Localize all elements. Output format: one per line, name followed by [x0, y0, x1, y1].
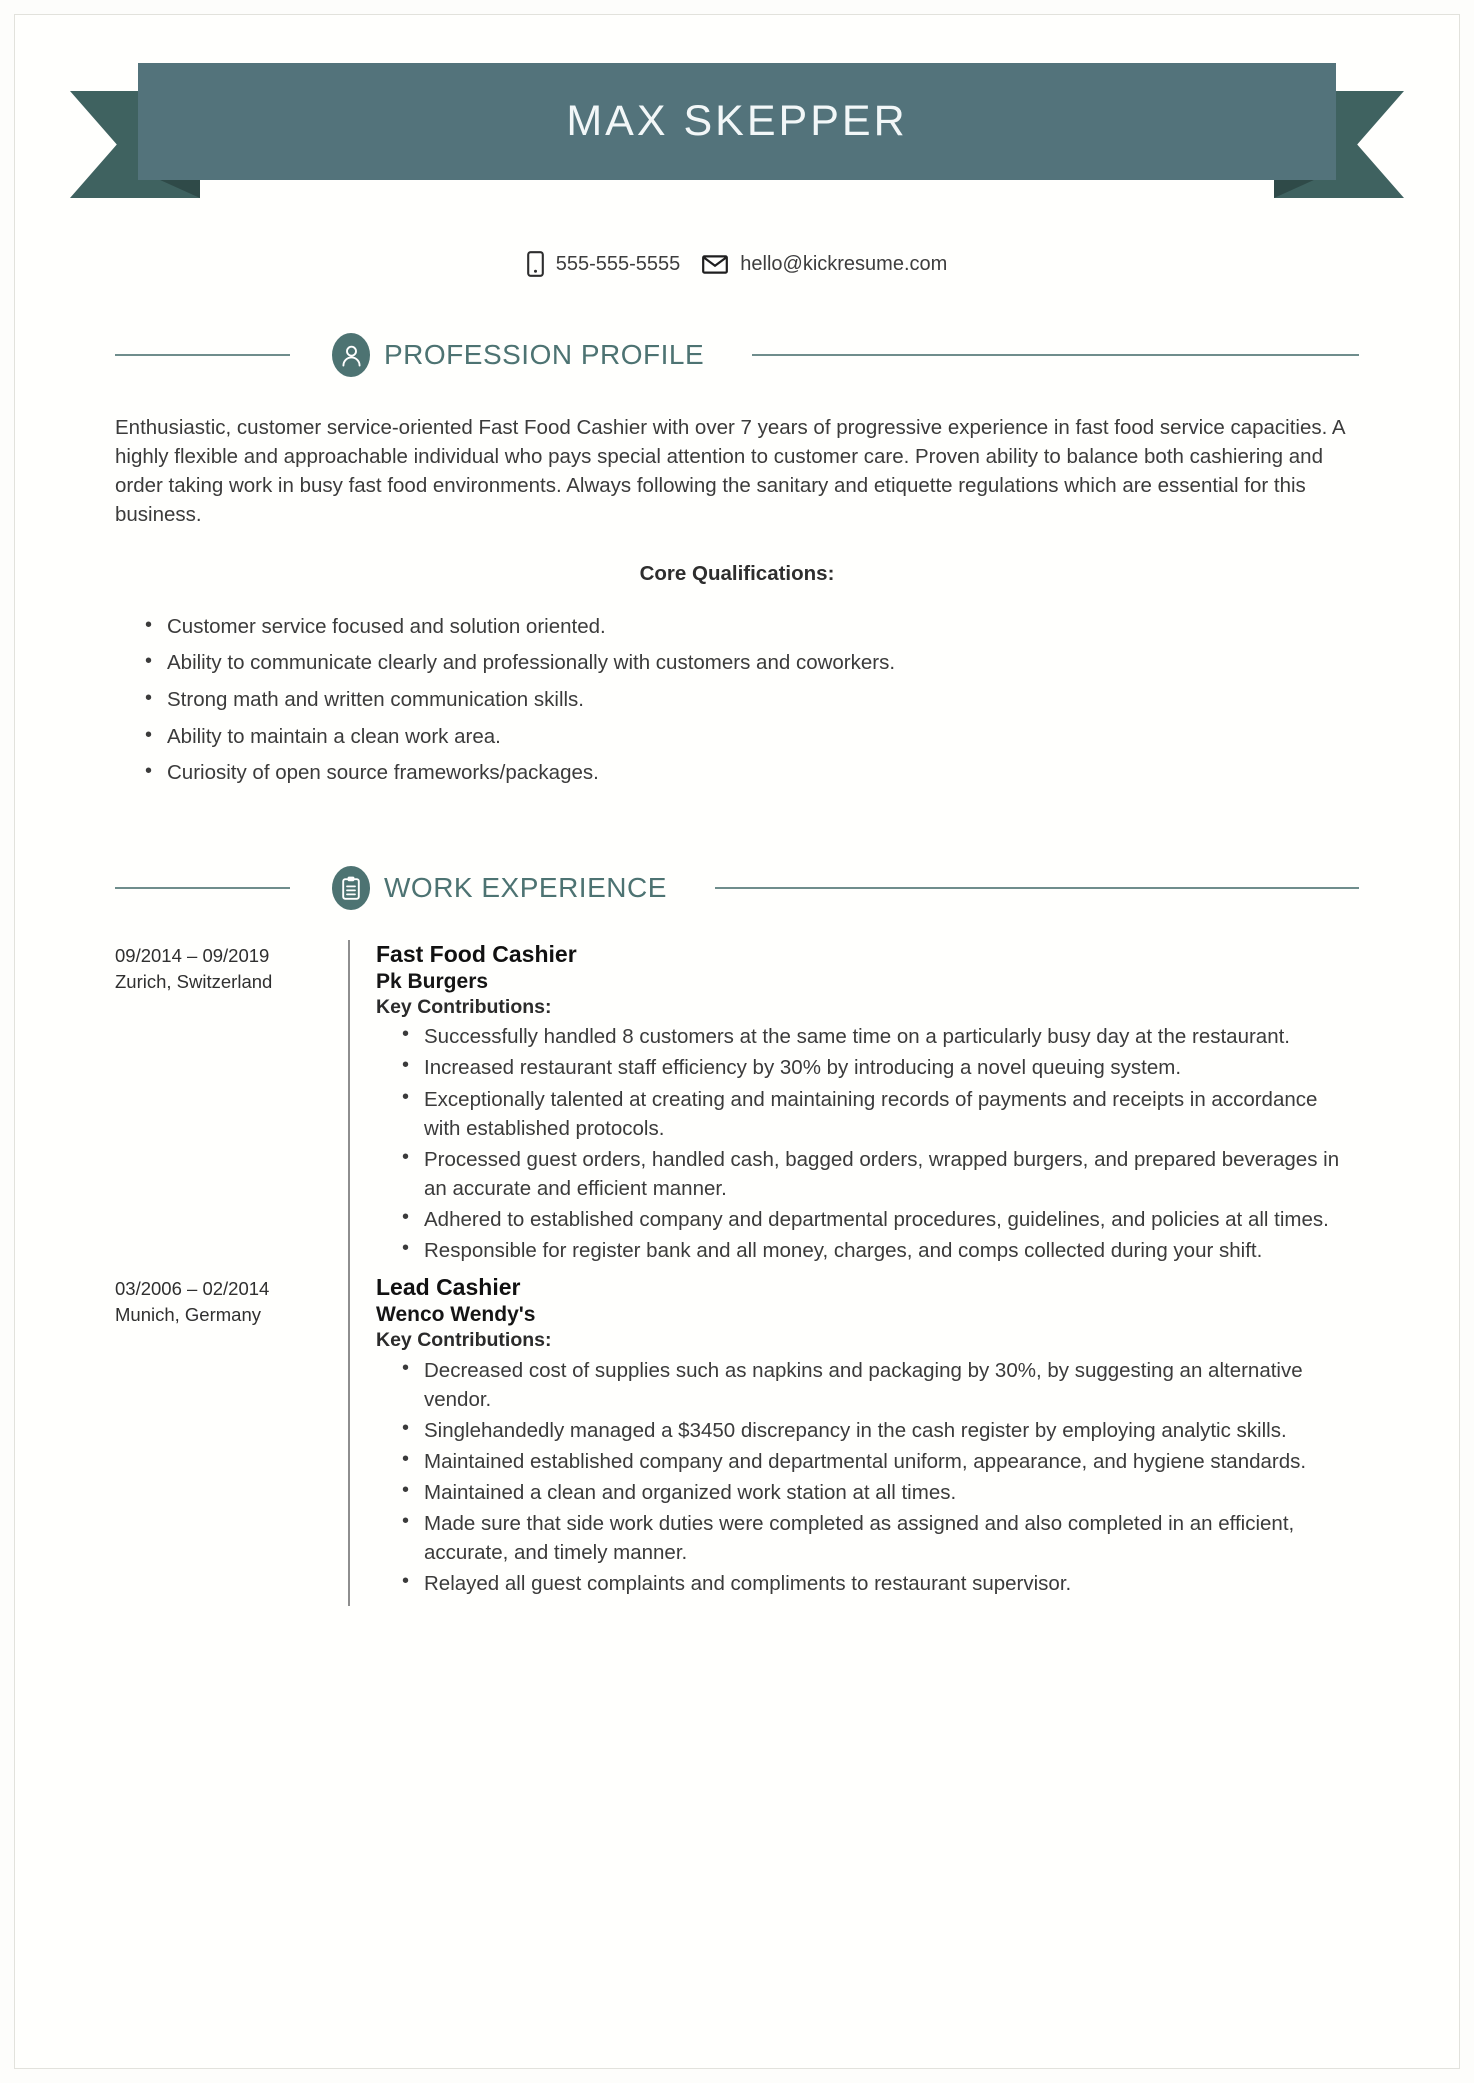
job-main	[376, 1273, 1359, 1606]
job-title: Lead Cashier	[376, 1274, 521, 1301]
section-title-profession-profile: PROFESSION PROFILE	[384, 339, 705, 370]
list-item: • Relayed all guest complaints and compliments to restaurant supervisor.	[402, 1569, 1359, 1598]
phone-number: 555-555-5555	[555, 252, 681, 275]
ribbon-body	[138, 63, 1336, 180]
list-item: • Singlehandedly managed a $3450 discrepancy in the cash register by employing analytic skills.	[402, 1416, 1359, 1445]
name-ribbon	[70, 63, 1404, 198]
job-dates: 09/2014 – 09/2019	[115, 944, 270, 966]
contact-phone[interactable]	[527, 251, 681, 277]
section-title-work-experience: WORK EXPERIENCE	[384, 871, 667, 903]
job-entry	[115, 1273, 1359, 1606]
list-item: • Responsible for register bank and all money, charges, and comps collected during your shift.	[402, 1236, 1359, 1265]
core-qualifications-title: Core Qualifications:	[639, 562, 835, 586]
job-main	[376, 940, 1359, 1273]
job-company: Pk Burgers	[376, 969, 489, 993]
person-icon	[332, 333, 370, 377]
list-item: • Ability to maintain a clean work area.	[145, 723, 1359, 752]
list-item: • Customer service focused and solution oriented.	[145, 613, 1359, 642]
job-bullet-list	[376, 1356, 1359, 1599]
job-location: Munich, Germany	[115, 1303, 261, 1325]
section-rule-right	[752, 354, 1359, 356]
resume-sheet	[14, 14, 1460, 2069]
job-location: Zurich, Switzerland	[115, 970, 273, 992]
email-address: hello@kickresume.com	[740, 252, 948, 275]
job-dates: 03/2006 – 02/2014	[115, 1278, 270, 1300]
envelope-icon	[702, 254, 728, 274]
work-experience-list	[115, 940, 1359, 1606]
list-item: • Curiosity of open source frameworks/packages.	[145, 759, 1359, 788]
list-item: • Exceptionally talented at creating and maintaining records of payments and receipts in accordance with established protocols.	[402, 1085, 1359, 1143]
list-item: • Processed guest orders, handled cash, bagged orders, wrapped burgers, and prepared beverages in an accurate and efficient manner.	[402, 1145, 1359, 1203]
profile-summary: Enthusiastic, customer service-oriented Fast Food Cashier with over 7 years of progressive experience in fast food service capacities. A highly flexible and approachable individual who pays special attention to customer care. Proven ability to balance both cashiering and order taking work in busy fast food environments. Always following the sanitary and etiquette regulations which are essential for this business.	[115, 416, 1345, 527]
contact-row	[15, 251, 1459, 277]
section-header-work-experience	[115, 866, 1359, 910]
job-company: Wenco Wendy's	[376, 1302, 536, 1326]
list-item: • Decreased cost of supplies such as napkins and packaging by 30%, by suggesting an alternative vendor.	[402, 1356, 1359, 1414]
list-item: • Adhered to established company and departmental procedures, guidelines, and policies at all times.	[402, 1205, 1359, 1234]
list-item: • Increased restaurant staff efficiency by 30% by introducing a novel queuing system.	[402, 1053, 1359, 1082]
job-title: Fast Food Cashier	[376, 940, 577, 967]
profile-body	[115, 413, 1359, 788]
list-item: • Made sure that side work duties were completed as assigned and also completed in an efficient, accurate, and timely manner.	[402, 1509, 1359, 1567]
candidate-name: MAX SKEPPER	[566, 97, 908, 145]
contact-email[interactable]	[702, 253, 947, 276]
job-meta	[115, 940, 348, 1273]
job-bullet-list	[376, 1022, 1359, 1265]
phone-icon	[527, 251, 544, 277]
section-rule-left	[115, 887, 290, 889]
section-rule-left	[115, 354, 290, 356]
job-meta	[115, 1273, 348, 1606]
list-item: • Strong math and written communication skills.	[145, 686, 1359, 715]
section-rule-right	[715, 887, 1359, 889]
key-contributions-label: Key Contributions:	[376, 995, 552, 1018]
section-header-profession-profile	[115, 333, 1359, 377]
list-item: • Maintained a clean and organized work station at all times.	[402, 1478, 1359, 1507]
list-item: • Maintained established company and departmental uniform, appearance, and hygiene standards.	[402, 1447, 1359, 1476]
job-divider	[348, 1273, 350, 1606]
list-item: • Ability to communicate clearly and professionally with customers and coworkers.	[145, 649, 1359, 678]
job-divider	[348, 940, 350, 1273]
job-entry	[115, 940, 1359, 1273]
core-qualifications-list	[115, 613, 1359, 788]
key-contributions-label: Key Contributions:	[376, 1329, 552, 1352]
list-item: • Successfully handled 8 customers at the same time on a particularly busy day at the restaurant.	[402, 1022, 1359, 1051]
clipboard-icon	[332, 866, 370, 910]
